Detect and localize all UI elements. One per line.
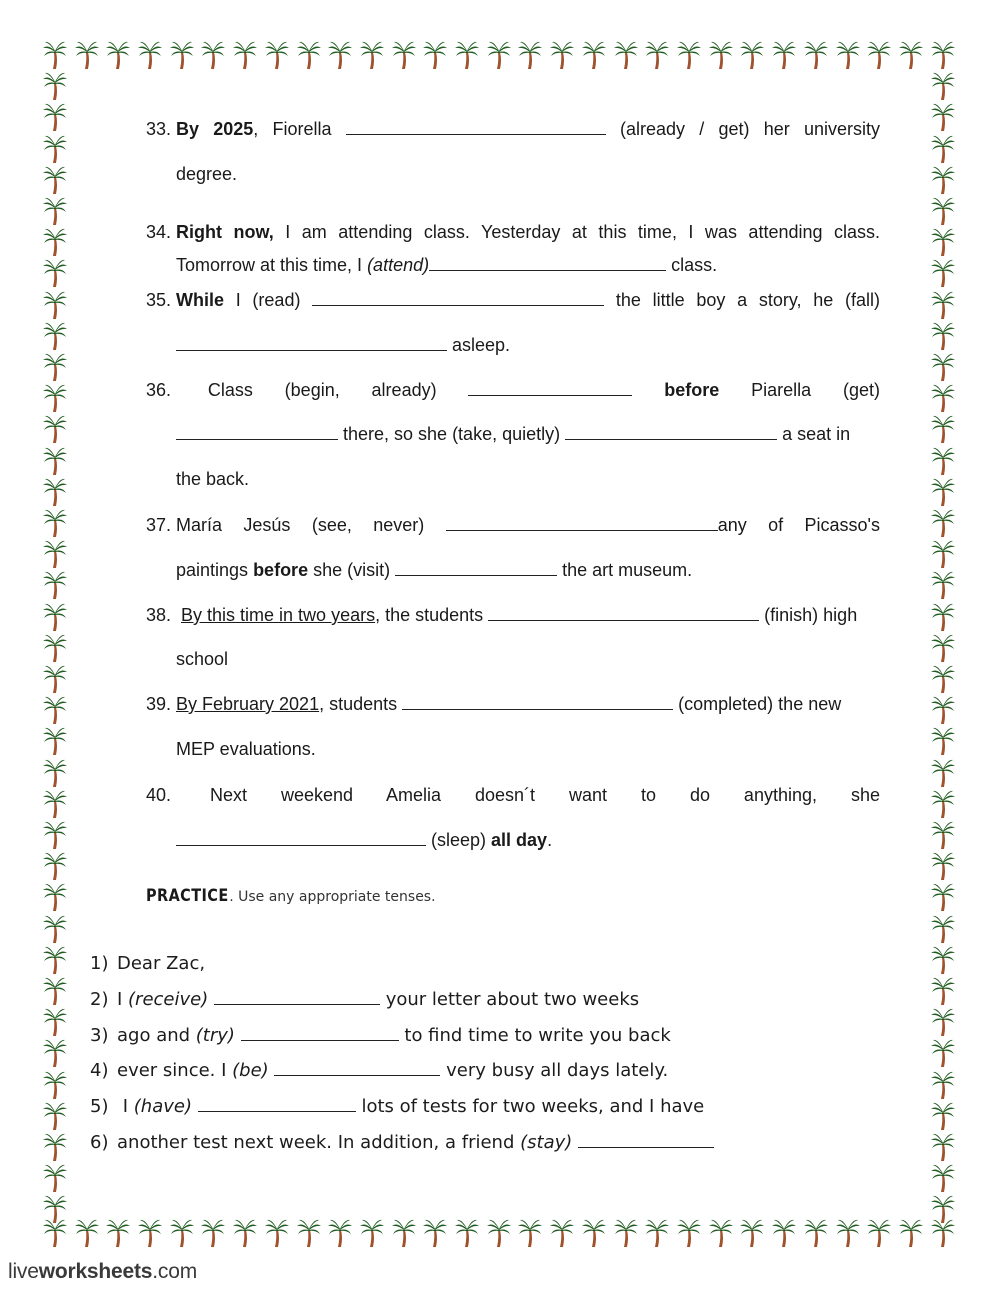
letter-line-2 — [90, 989, 639, 1011]
palm-tree-icon — [74, 40, 100, 70]
exercise-number: 39. — [146, 694, 172, 714]
palm-tree-icon — [930, 102, 956, 132]
palm-tree-icon — [232, 1218, 258, 1248]
sentence-text: . — [547, 830, 553, 850]
palm-tree-icon — [930, 851, 956, 881]
exercise-number: 33. — [146, 119, 172, 139]
line-number: 6) — [90, 1132, 109, 1153]
exercise-39-line2 — [176, 739, 880, 759]
answer-blank-36a[interactable] — [468, 380, 632, 396]
sentence-text: Class (begin, already) — [207, 380, 437, 400]
palm-tree-icon — [930, 820, 956, 850]
exercise-33 — [146, 119, 880, 139]
exercise-37 — [146, 515, 880, 535]
answer-blank-34a[interactable] — [429, 255, 666, 271]
practice-title: PRACTICE — [146, 886, 229, 906]
answer-blank-37b[interactable] — [395, 560, 557, 576]
palm-tree-icon — [930, 602, 956, 632]
palm-tree-icon — [930, 882, 956, 912]
letter-text: ever since. I — [117, 1060, 233, 1081]
line-number: 2) — [90, 989, 109, 1010]
letter-line-1 — [90, 953, 205, 975]
exercise-40-line2 — [176, 830, 880, 850]
palm-tree-icon — [422, 1218, 448, 1248]
answer-blank-35b[interactable] — [176, 335, 447, 351]
answer-blank-letter-4[interactable] — [274, 1060, 440, 1076]
sentence-text: there, so she (take, quietly) — [338, 424, 566, 444]
time-expression: before — [253, 560, 309, 580]
palm-tree-icon — [771, 40, 797, 70]
palm-tree-icon — [930, 633, 956, 663]
palm-tree-icon — [930, 539, 956, 569]
line-number: 4) — [90, 1060, 109, 1081]
palm-tree-icon — [898, 1218, 924, 1248]
palm-tree-icon — [137, 40, 163, 70]
sentence-text: a seat in — [777, 424, 851, 444]
verb-hint: (receive) — [128, 989, 209, 1010]
palm-tree-icon — [42, 820, 68, 850]
exercise-38-line2 — [176, 649, 880, 669]
palm-tree-icon — [42, 695, 68, 725]
palm-tree-icon — [42, 570, 68, 600]
letter-line-5 — [90, 1096, 704, 1118]
exercise-36-line2 — [176, 424, 880, 444]
palm-tree-icon — [42, 446, 68, 476]
palm-tree-icon — [264, 40, 290, 70]
exercise-number: 40. — [146, 785, 172, 805]
sentence-text: (completed) the new — [673, 694, 842, 714]
palm-tree-icon — [930, 290, 956, 320]
brand-bold: worksheets — [38, 1260, 153, 1283]
answer-blank-40a[interactable] — [176, 830, 426, 846]
palm-tree-icon — [42, 664, 68, 694]
sentence-text: class. — [666, 255, 718, 275]
palm-tree-icon — [42, 789, 68, 819]
practice-instruction: . Use any appropriate tenses. — [229, 889, 436, 905]
palm-tree-icon — [200, 1218, 226, 1248]
palm-tree-icon — [835, 40, 861, 70]
palm-tree-icon — [327, 40, 353, 70]
sentence-text: Next weekend Amelia doesn´t want to do anything, she — [209, 785, 880, 805]
palm-tree-icon — [42, 40, 68, 70]
exercise-number: 38. — [146, 605, 172, 625]
palm-tree-icon — [42, 851, 68, 881]
letter-text: to find time to write you back — [398, 1025, 671, 1046]
palm-tree-icon — [42, 1163, 68, 1193]
time-expression: By this time in two years — [181, 605, 376, 625]
letter-text: very busy all days lately. — [440, 1060, 669, 1081]
answer-blank-letter-2[interactable] — [214, 989, 380, 1005]
palm-tree-icon — [296, 1218, 322, 1248]
palm-tree-icon — [739, 40, 765, 70]
palm-tree-icon — [930, 196, 956, 226]
palm-tree-icon — [866, 1218, 892, 1248]
palm-tree-icon — [486, 40, 512, 70]
palm-tree-icon — [391, 40, 417, 70]
time-expression: Right now, — [176, 222, 274, 242]
exercise-number: 34. — [146, 222, 172, 242]
palm-tree-icon — [930, 508, 956, 538]
verb-hint: (have) — [133, 1096, 192, 1117]
palm-tree-icon — [169, 1218, 195, 1248]
sentence-text: Piarella (get) — [751, 380, 880, 400]
palm-tree-icon — [581, 40, 607, 70]
palm-tree-icon — [42, 914, 68, 944]
palm-tree-icon — [708, 40, 734, 70]
palm-tree-icon — [930, 352, 956, 382]
exercise-number: 37. — [146, 515, 172, 535]
palm-tree-icon — [486, 1218, 512, 1248]
palm-tree-icon — [930, 1132, 956, 1162]
palm-tree-icon — [803, 40, 829, 70]
sentence-text: I am attending class. Yesterday at this time, I was attending class. — [273, 222, 881, 242]
verb-hint: (already / get) her university — [620, 119, 880, 139]
palm-tree-icon — [42, 539, 68, 569]
palm-tree-icon — [42, 1038, 68, 1068]
palm-tree-icon — [835, 1218, 861, 1248]
palm-tree-icon — [105, 1218, 131, 1248]
palm-tree-icon — [930, 321, 956, 351]
palm-tree-icon — [930, 1070, 956, 1100]
palm-tree-icon — [42, 758, 68, 788]
sentence-text: , students — [319, 694, 403, 714]
palm-tree-icon — [42, 352, 68, 382]
practice-heading — [146, 886, 436, 906]
time-expression: all day — [491, 830, 548, 850]
answer-blank-35a[interactable] — [312, 290, 604, 306]
palm-tree-icon — [42, 633, 68, 663]
palm-tree-icon — [930, 446, 956, 476]
palm-tree-icon — [359, 1218, 385, 1248]
palm-tree-icon — [613, 40, 639, 70]
answer-blank-37a[interactable] — [446, 515, 718, 531]
palm-tree-icon — [930, 570, 956, 600]
letter-text: your letter about two weeks — [379, 989, 640, 1010]
palm-tree-icon — [42, 882, 68, 912]
palm-tree-icon — [42, 1194, 68, 1224]
answer-blank-letter-5[interactable] — [198, 1096, 356, 1112]
palm-tree-icon — [930, 477, 956, 507]
palm-tree-icon — [42, 321, 68, 351]
sentence-text: degree. — [176, 164, 238, 184]
sentence-text: the art museum. — [557, 560, 693, 580]
exercise-number: 35. — [146, 290, 172, 310]
palm-tree-icon — [930, 1163, 956, 1193]
palm-tree-icon — [930, 165, 956, 195]
letter-line-4 — [90, 1060, 668, 1082]
palm-tree-icon — [42, 1070, 68, 1100]
line-number: 5) — [90, 1096, 109, 1117]
sentence-text: the back. — [176, 469, 250, 489]
palm-tree-icon — [866, 40, 892, 70]
time-expression: While — [176, 290, 224, 310]
palm-tree-icon — [898, 40, 924, 70]
exercise-39 — [146, 694, 880, 714]
sentence-text: asleep. — [447, 335, 511, 355]
sentence-text: any of Picasso's — [717, 515, 880, 535]
brand-light: live — [8, 1260, 39, 1283]
palm-tree-icon — [644, 40, 670, 70]
palm-tree-icon — [708, 1218, 734, 1248]
palm-tree-icon — [42, 134, 68, 164]
exercise-36-line3 — [176, 469, 880, 489]
palm-tree-icon — [930, 258, 956, 288]
time-expression: By 2025 — [176, 119, 254, 139]
palm-tree-icon — [930, 976, 956, 1006]
palm-tree-icon — [930, 1038, 956, 1068]
exercise-40 — [146, 785, 880, 805]
letter-text: I — [117, 1096, 134, 1117]
exercise-35 — [146, 290, 880, 310]
palm-tree-icon — [803, 1218, 829, 1248]
exercise-37-line2 — [176, 560, 880, 580]
palm-tree-icon — [930, 758, 956, 788]
palm-tree-icon — [676, 40, 702, 70]
sentence-text: paintings — [176, 560, 254, 580]
palm-tree-icon — [644, 1218, 670, 1248]
exercise-number: 36. — [146, 380, 172, 400]
brand-suffix: .com — [152, 1260, 197, 1283]
palm-tree-icon — [930, 40, 956, 70]
verb-hint: (be) — [232, 1060, 269, 1081]
palm-tree-icon — [930, 789, 956, 819]
palm-tree-icon — [930, 726, 956, 756]
answer-blank-36b[interactable] — [176, 424, 338, 440]
time-expression: By February 2021 — [176, 694, 320, 714]
palm-tree-icon — [42, 508, 68, 538]
answer-blank-38a[interactable] — [488, 605, 759, 621]
palm-tree-icon — [581, 1218, 607, 1248]
palm-tree-icon — [930, 1007, 956, 1037]
palm-tree-icon — [42, 1007, 68, 1037]
palm-tree-icon — [676, 1218, 702, 1248]
palm-tree-icon — [42, 102, 68, 132]
letter-line-6 — [90, 1132, 714, 1154]
palm-tree-icon — [42, 1132, 68, 1162]
sentence-text: the little boy a story, he (fall) — [615, 290, 880, 310]
palm-tree-icon — [549, 40, 575, 70]
sentence-text: , the students — [375, 605, 489, 625]
palm-tree-icon — [42, 227, 68, 257]
palm-tree-icon — [42, 71, 68, 101]
palm-tree-icon — [42, 383, 68, 413]
palm-tree-icon — [930, 695, 956, 725]
palm-tree-icon — [930, 1194, 956, 1224]
palm-tree-icon — [74, 1218, 100, 1248]
letter-text: lots of tests for two weeks, and I have — [355, 1096, 705, 1117]
palm-tree-icon — [42, 165, 68, 195]
palm-tree-icon — [42, 414, 68, 444]
palm-tree-icon — [930, 664, 956, 694]
palm-tree-icon — [42, 1101, 68, 1131]
palm-tree-icon — [930, 71, 956, 101]
exercise-36 — [146, 380, 880, 400]
palm-tree-icon — [930, 383, 956, 413]
letter-text: Dear Zac, — [117, 953, 206, 974]
palm-tree-icon — [200, 40, 226, 70]
verb-hint: (attend) — [367, 255, 430, 275]
palm-tree-icon — [42, 976, 68, 1006]
palm-tree-icon — [613, 1218, 639, 1248]
sentence-text: she (visit) — [308, 560, 396, 580]
palm-tree-icon — [391, 1218, 417, 1248]
sentence-text: MEP evaluations. — [176, 739, 316, 759]
sentence-text: (sleep) — [426, 830, 492, 850]
palm-tree-icon — [105, 40, 131, 70]
palm-tree-icon — [930, 914, 956, 944]
liveworksheets-logo[interactable] — [8, 1260, 197, 1284]
palm-tree-icon — [137, 1218, 163, 1248]
letter-text: ago and — [117, 1025, 196, 1046]
palm-tree-icon — [930, 134, 956, 164]
answer-blank-36c[interactable] — [565, 424, 777, 440]
palm-tree-icon — [42, 196, 68, 226]
palm-tree-icon — [930, 227, 956, 257]
exercise-34 — [146, 222, 880, 242]
verb-hint: (stay) — [520, 1132, 573, 1153]
palm-tree-icon — [42, 945, 68, 975]
palm-tree-icon — [264, 1218, 290, 1248]
sentence-text: school — [176, 649, 229, 669]
sentence-text: María Jesús (see, never) — [176, 515, 425, 535]
palm-tree-icon — [517, 1218, 543, 1248]
palm-tree-icon — [42, 726, 68, 756]
exercise-38 — [146, 605, 880, 625]
exercise-35-line2 — [176, 335, 880, 355]
sentence-text: I (read) — [224, 290, 301, 310]
palm-tree-icon — [454, 1218, 480, 1248]
sentence-text: (finish) high — [759, 605, 858, 625]
line-number: 3) — [90, 1025, 109, 1046]
answer-blank-letter-3[interactable] — [241, 1025, 399, 1041]
verb-hint: (try) — [195, 1025, 235, 1046]
palm-tree-icon — [42, 258, 68, 288]
palm-tree-icon — [422, 40, 448, 70]
palm-tree-icon — [549, 1218, 575, 1248]
exercise-34-line2 — [176, 255, 880, 275]
exercise-33-line2 — [176, 164, 880, 184]
palm-tree-icon — [454, 40, 480, 70]
time-expression: before — [664, 380, 720, 400]
palm-tree-icon — [771, 1218, 797, 1248]
letter-text: another test next week. In addition, a friend — [117, 1132, 521, 1153]
palm-tree-icon — [232, 40, 258, 70]
letter-text: I — [117, 989, 129, 1010]
palm-tree-icon — [327, 1218, 353, 1248]
answer-blank-letter-6[interactable] — [578, 1132, 714, 1148]
palm-tree-icon — [359, 40, 385, 70]
answer-blank-39a[interactable] — [402, 694, 673, 710]
sentence-text: , Fiorella — [253, 119, 332, 139]
palm-tree-icon — [42, 477, 68, 507]
palm-tree-icon — [930, 945, 956, 975]
answer-blank-33a[interactable] — [346, 119, 606, 135]
palm-tree-icon — [169, 40, 195, 70]
palm-tree-icon — [930, 1101, 956, 1131]
palm-tree-icon — [517, 40, 543, 70]
palm-tree-icon — [739, 1218, 765, 1248]
line-number: 1) — [90, 953, 109, 974]
palm-tree-icon — [930, 414, 956, 444]
palm-tree-icon — [42, 290, 68, 320]
palm-tree-icon — [296, 40, 322, 70]
sentence-text: Tomorrow at this time, I — [176, 255, 368, 275]
palm-tree-icon — [42, 602, 68, 632]
letter-line-3 — [90, 1025, 671, 1047]
